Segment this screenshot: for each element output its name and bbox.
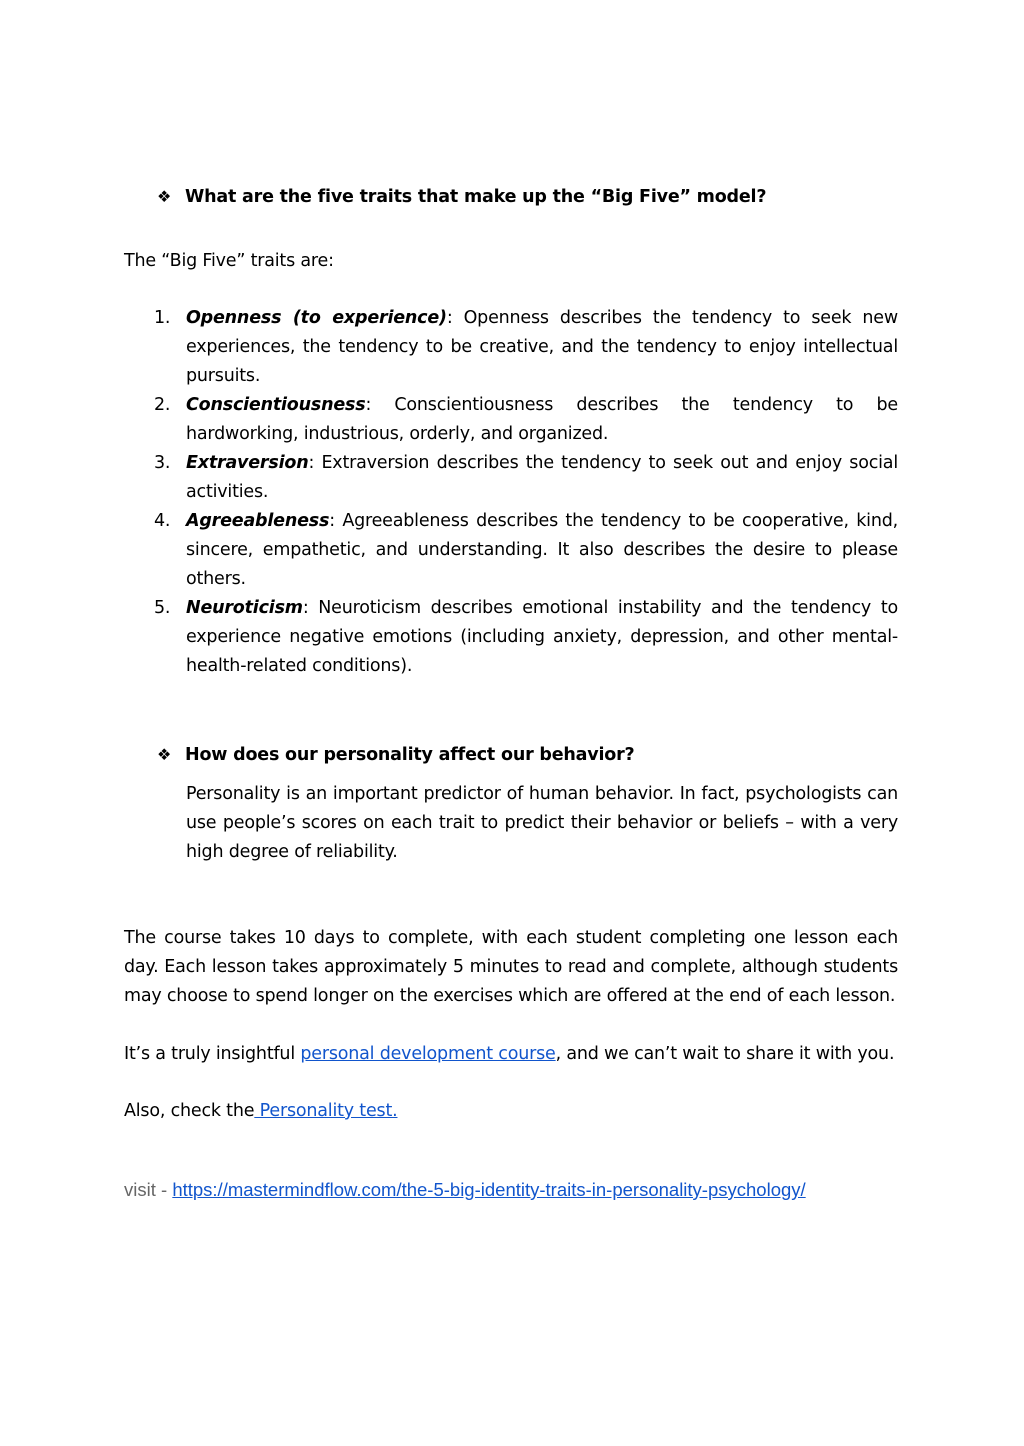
list-number: 3. — [154, 453, 171, 473]
trait-description: : Neuroticism describes emotional instability and the tendency to experience negative emotions (including anxiety, depression, and other mental-health-related conditions). — [186, 598, 898, 676]
answer-paragraph: Personality is an important predictor of human behavior. In fact, psychologists can use people’s scores on each trait to predict their behavior or beliefs – with a very high degree of reliability. — [186, 784, 898, 862]
question-heading-behavior — [157, 740, 917, 770]
insight-text-after: , and we can’t wait to share it with you. — [555, 1044, 895, 1064]
list-item — [124, 304, 898, 391]
list-item — [124, 507, 898, 594]
list-number: 1. — [154, 308, 171, 328]
visit-line — [124, 1176, 806, 1204]
also-paragraph — [124, 1097, 397, 1126]
trait-description: : Conscientiousness describes the tendency to be hardworking, industrious, orderly, and organized. — [186, 395, 898, 444]
diamond-bullet-icon: ❖ — [157, 187, 172, 206]
trait-term: Agreeableness — [186, 511, 330, 531]
list-number: 2. — [154, 395, 171, 415]
trait-term: Conscientiousness — [186, 395, 366, 415]
personality-test-link[interactable]: Personality test. — [254, 1101, 398, 1121]
traits-list — [124, 304, 898, 681]
course-paragraph: The course takes 10 days to complete, with each student completing one lesson each day. Each lesson takes approximately 5 minutes to read and complete, although students may choose to spend longer on the exercises which are offered at the end of each lesson. — [124, 928, 898, 1006]
list-number: 4. — [154, 511, 171, 531]
insight-paragraph — [124, 1040, 894, 1069]
trait-description: : Openness describes the tendency to seek new experiences, the tendency to be creative, and the tendency to enjoy intellectual pursuits. — [186, 308, 898, 386]
personal-development-course-link[interactable]: personal development course — [300, 1044, 556, 1064]
also-text: Also, check the — [124, 1101, 255, 1121]
trait-term: Neuroticism — [186, 598, 303, 618]
trait-term: Openness (to experience) — [186, 308, 447, 328]
list-item — [124, 391, 898, 449]
trait-description: : Agreeableness describes the tendency to be cooperative, kind, sincere, empathetic, and understanding. It also describes the desire to please others. — [186, 511, 898, 589]
question-text: How does our personality affect our behavior? — [185, 745, 635, 765]
visit-label: visit - — [124, 1179, 173, 1200]
question-text: What are the five traits that make up the “Big Five” model? — [185, 187, 767, 207]
trait-term: Extraversion — [186, 453, 309, 473]
list-item — [124, 594, 898, 681]
source-url-link[interactable]: https://mastermindflow.com/the-5-big-identity-traits-in-personality-psychology/ — [172, 1179, 806, 1200]
insight-text-before: It’s a truly insightful — [124, 1044, 301, 1064]
question-heading-big-five — [157, 182, 917, 212]
list-item — [124, 449, 898, 507]
list-number: 5. — [154, 598, 171, 618]
trait-description: : Extraversion describes the tendency to seek out and enjoy social activities. — [186, 453, 898, 502]
intro-text: The “Big Five” traits are: — [124, 251, 334, 271]
diamond-bullet-icon: ❖ — [157, 745, 172, 764]
